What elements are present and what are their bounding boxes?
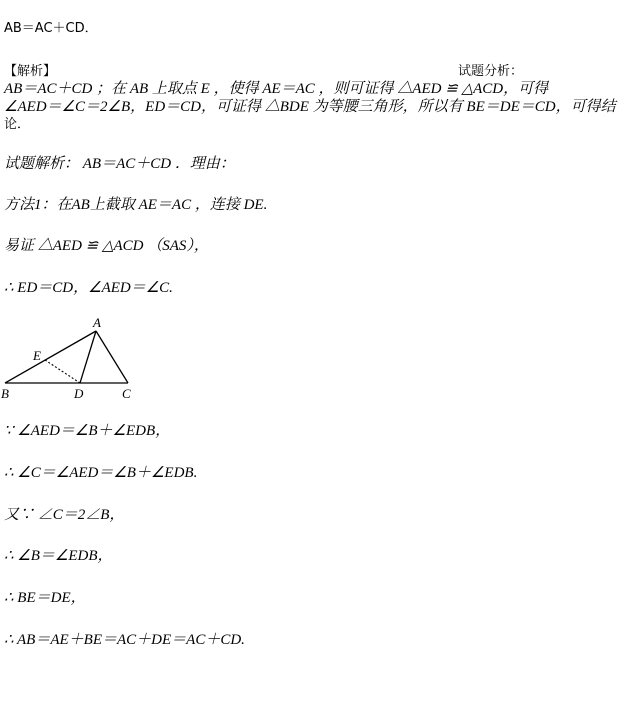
step-6: ∴ AB＝AE＋BE＝AC＋DE＝AC＋CD.	[4, 632, 245, 648]
step-2: ∴ ∠C＝∠AED＝∠B＋∠EDB.	[4, 465, 198, 481]
step-3: 又∵ ∠C＝2∠B，	[4, 507, 125, 523]
label-C: C	[122, 386, 131, 401]
segment-DE-dashed	[45, 360, 80, 383]
analysis-label: 试题分析：	[458, 64, 524, 79]
proof-equalities: ∴ ED＝CD，∠AED＝∠C.	[4, 280, 173, 296]
step-4: ∴ ∠B＝∠EDB，	[4, 548, 113, 564]
label-B: B	[1, 386, 9, 401]
analysis-tag: 【解析】	[4, 64, 57, 79]
label-E: E	[33, 348, 41, 363]
solution-method: 方法1：在AB上截取 AE＝AC ，连接 DE.	[4, 197, 268, 213]
label-A: A	[93, 315, 101, 330]
label-D: D	[74, 386, 84, 401]
step-1: ∵ ∠AED＝∠B＋∠EDB，	[4, 423, 171, 439]
analysis-line-2: ∠AED＝∠C＝2∠B，ED＝CD，可证得 △BDE 为等腰三角形，所以有 BE＝DE＝CD，可得结	[4, 99, 616, 115]
answer-header: AB＝AC＋CD．	[4, 21, 98, 36]
solution-intro: 试题解析： AB＝AC＋CD ．理由：	[4, 156, 235, 172]
proof-congruence: 易证 △AED ≌ △ACD （SAS），	[4, 238, 209, 254]
triangle-figure	[0, 313, 150, 403]
step-5: ∴ BE＝DE，	[4, 590, 86, 606]
segment-AC	[96, 331, 128, 383]
analysis-line-3: 论．	[4, 117, 31, 132]
analysis-line-1: AB＝AC＋CD ；在 AB 上取点 E ，使得 AE＝AC ，则可证得 △AED ≌ △ACD，可得	[4, 81, 549, 97]
